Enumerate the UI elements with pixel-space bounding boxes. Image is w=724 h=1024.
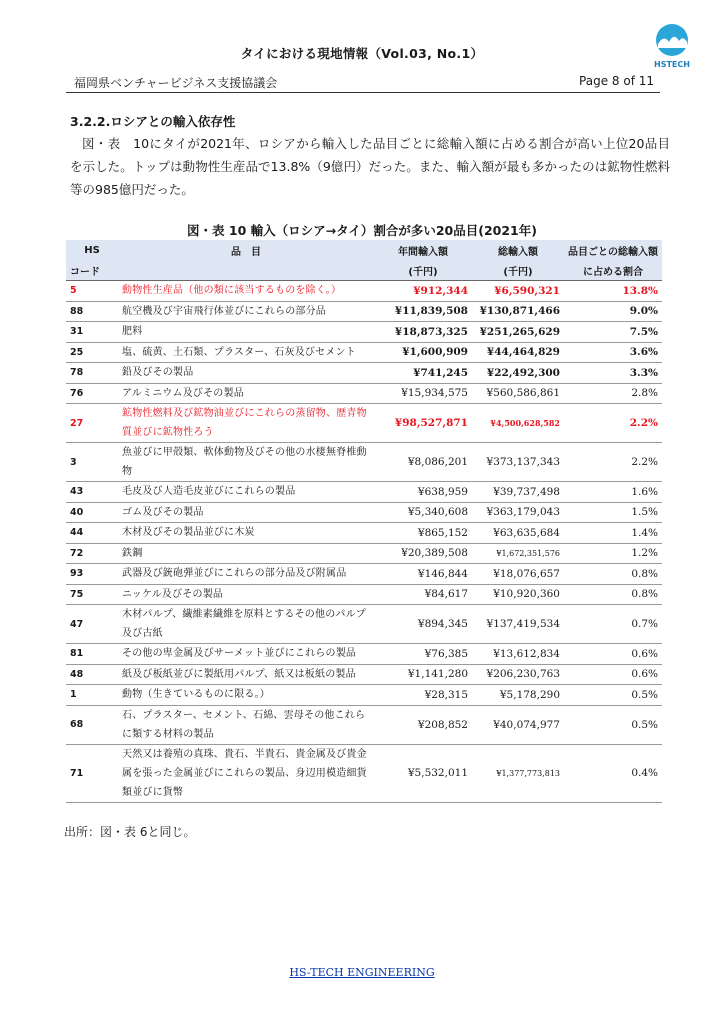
import-share: 0.8% — [564, 564, 662, 585]
header-item-empty — [118, 260, 374, 281]
hs-code: 72 — [66, 543, 118, 564]
item-name: 塩、硫黄、土石類、プラスター、石灰及びセメント — [118, 342, 374, 363]
table-row — [66, 523, 662, 544]
hs-code: 43 — [66, 482, 118, 503]
annual-import: ¥894,345 — [374, 605, 472, 644]
import-share: 9.0% — [564, 301, 662, 322]
annual-import: ¥15,934,575 — [374, 383, 472, 404]
item-name: 動物（生きているものに限る。） — [118, 685, 374, 706]
annual-import: ¥741,245 — [374, 363, 472, 384]
total-import: ¥44,464,829 — [472, 342, 564, 363]
import-table — [66, 240, 662, 803]
header-share-1: 品目ごとの総輸入額 — [564, 240, 662, 260]
annual-import: ¥18,873,325 — [374, 322, 472, 343]
import-share: 1.2% — [564, 543, 662, 564]
import-share: 0.6% — [564, 644, 662, 665]
annual-import: ¥146,844 — [374, 564, 472, 585]
item-name: アルミニウム及びその製品 — [118, 383, 374, 404]
import-share: 1.5% — [564, 502, 662, 523]
total-import: ¥206,230,763 — [472, 664, 564, 685]
logo-text: HSTECH — [654, 60, 690, 69]
item-name: 肥料 — [118, 322, 374, 343]
table-source-note: 出所：図・表 6と同じ。 — [64, 825, 196, 839]
item-name: 鉛及びその製品 — [118, 363, 374, 384]
header-total-1: 総輸入額 — [472, 240, 564, 260]
table-row — [66, 383, 662, 404]
table-row — [66, 584, 662, 605]
document-title: タイにおける現地情報（Vol.03, No.1） — [240, 46, 484, 61]
table-row — [66, 301, 662, 322]
header-divider — [66, 92, 660, 93]
table-row — [66, 322, 662, 343]
header-item: 品 目 — [118, 240, 374, 260]
total-import: ¥63,635,684 — [472, 523, 564, 544]
total-import: ¥40,074,977 — [472, 705, 564, 744]
import-share: 0.5% — [564, 685, 662, 706]
import-share: 0.6% — [564, 664, 662, 685]
annual-import: ¥1,141,280 — [374, 664, 472, 685]
total-import: ¥130,871,466 — [472, 301, 564, 322]
total-import: ¥6,590,321 — [472, 281, 564, 302]
import-share: 7.5% — [564, 322, 662, 343]
import-share: 0.4% — [564, 744, 662, 802]
hs-code: 25 — [66, 342, 118, 363]
item-name: その他の卑金属及びサーメット並びにこれらの製品 — [118, 644, 374, 665]
table-row — [66, 482, 662, 503]
import-share: 2.8% — [564, 383, 662, 404]
table-row — [66, 363, 662, 384]
item-name: 木材及びその製品並びに木炭 — [118, 523, 374, 544]
hs-code: 40 — [66, 502, 118, 523]
total-import: ¥1,377,773,813 — [472, 744, 564, 802]
page-number: Page 8 of 11 — [579, 74, 654, 88]
total-import: ¥13,612,834 — [472, 644, 564, 665]
item-name: 毛皮及び人造毛皮並びにこれらの製品 — [118, 482, 374, 503]
annual-import: ¥638,959 — [374, 482, 472, 503]
item-name: 鉄鋼 — [118, 543, 374, 564]
header-annual-1: 年間輸入額 — [374, 240, 472, 260]
total-import: ¥560,586,861 — [472, 383, 564, 404]
hs-code: 88 — [66, 301, 118, 322]
annual-import: ¥76,385 — [374, 644, 472, 665]
footer-company-link[interactable]: HS-TECH ENGINEERING — [289, 966, 435, 979]
annual-import: ¥28,315 — [374, 685, 472, 706]
table-row — [66, 744, 662, 802]
hs-code: 93 — [66, 564, 118, 585]
import-share: 0.7% — [564, 605, 662, 644]
annual-import: ¥84,617 — [374, 584, 472, 605]
annual-import: ¥5,532,011 — [374, 744, 472, 802]
annual-import: ¥865,152 — [374, 523, 472, 544]
annual-import: ¥11,839,508 — [374, 301, 472, 322]
table-row — [66, 543, 662, 564]
import-share: 13.8% — [564, 281, 662, 302]
annual-import: ¥1,600,909 — [374, 342, 472, 363]
total-import: ¥10,920,360 — [472, 584, 564, 605]
hs-code: 5 — [66, 281, 118, 302]
section-paragraph: 図・表 10にタイが2021年、ロシアから輸入した品目ごとに総輸入額に占める割合が高い上位20品目を示した。トップは動物性生産品で13.8%（9億円）だった。また、輸入額が最も多かったのは鉱物性燃料等の985億円だった。 — [70, 136, 670, 197]
item-name: 鉱物性燃料及び鉱物油並びにこれらの蒸留物、歴青物質並びに鉱物性ろう — [118, 404, 374, 443]
total-import: ¥39,737,498 — [472, 482, 564, 503]
annual-import: ¥98,527,871 — [374, 404, 472, 443]
header-share-2: に占める割合 — [564, 260, 662, 281]
annual-import: ¥20,389,508 — [374, 543, 472, 564]
table-row — [66, 443, 662, 482]
header-code-2: コード — [66, 260, 118, 281]
total-import: ¥22,492,300 — [472, 363, 564, 384]
item-name: ニッケル及びその製品 — [118, 584, 374, 605]
total-import: ¥373,137,343 — [472, 443, 564, 482]
item-name: ゴム及びその製品 — [118, 502, 374, 523]
table-row — [66, 705, 662, 744]
import-share: 0.8% — [564, 584, 662, 605]
hs-code: 47 — [66, 605, 118, 644]
header-total-2: (千円) — [472, 260, 564, 281]
hs-code: 31 — [66, 322, 118, 343]
import-share: 1.4% — [564, 523, 662, 544]
annual-import: ¥208,852 — [374, 705, 472, 744]
item-name: 武器及び銃砲弾並びにこれらの部分品及び附属品 — [118, 564, 374, 585]
table-row — [66, 564, 662, 585]
hs-code: 76 — [66, 383, 118, 404]
item-name: 木材パルプ、繊維素繊維を原料とするその他のパルプ及び古紙 — [118, 605, 374, 644]
hs-code: 81 — [66, 644, 118, 665]
hs-code: 3 — [66, 443, 118, 482]
import-share: 3.3% — [564, 363, 662, 384]
annual-import: ¥912,344 — [374, 281, 472, 302]
item-name: 魚並びに甲殻類、軟体動物及びその他の水棲無脊椎動物 — [118, 443, 374, 482]
import-share: 1.6% — [564, 482, 662, 503]
hstech-logo — [652, 22, 692, 70]
item-name: 航空機及び宇宙飛行体並びにこれらの部分品 — [118, 301, 374, 322]
hs-code: 68 — [66, 705, 118, 744]
table-row — [66, 281, 662, 302]
import-share: 3.6% — [564, 342, 662, 363]
hs-code: 27 — [66, 404, 118, 443]
hs-code: 71 — [66, 744, 118, 802]
table-row — [66, 664, 662, 685]
total-import: ¥4,500,628,582 — [472, 404, 564, 443]
import-share: 2.2% — [564, 443, 662, 482]
hs-code: 48 — [66, 664, 118, 685]
total-import: ¥1,672,351,576 — [472, 543, 564, 564]
total-import: ¥363,179,043 — [472, 502, 564, 523]
total-import: ¥251,265,629 — [472, 322, 564, 343]
organization-name: 福岡県ベンチャービジネス支援協議会 — [74, 76, 278, 90]
table-row — [66, 644, 662, 665]
annual-import: ¥5,340,608 — [374, 502, 472, 523]
header-annual-2: (千円) — [374, 260, 472, 281]
hs-code: 78 — [66, 363, 118, 384]
import-share: 2.2% — [564, 404, 662, 443]
hs-code: 44 — [66, 523, 118, 544]
header-code-1: HS — [66, 240, 118, 260]
hs-code: 1 — [66, 685, 118, 706]
total-import: ¥137,419,534 — [472, 605, 564, 644]
table-row — [66, 685, 662, 706]
annual-import: ¥8,086,201 — [374, 443, 472, 482]
total-import: ¥18,076,657 — [472, 564, 564, 585]
table-row — [66, 502, 662, 523]
hs-code: 75 — [66, 584, 118, 605]
figure-title: 図・表 10 輸入（ロシア→タイ）割合が多い20品目(2021年) — [187, 223, 537, 238]
item-name: 天然又は養殖の真珠、貴石、半貴石、貴金属及び貴金属を張った金属並びにこれらの製品、身辺用模造細貨類並びに貨幣 — [118, 744, 374, 802]
total-import: ¥5,178,290 — [472, 685, 564, 706]
table-row — [66, 404, 662, 443]
item-name: 石、プラスター、セメント、石綿、雲母その他これらに類する材料の製品 — [118, 705, 374, 744]
item-name: 紙及び板紙並びに製紙用パルプ、紙又は板紙の製品 — [118, 664, 374, 685]
section-heading: 3.2.2.ロシアとの輸入依存性 — [70, 114, 236, 129]
item-name: 動物性生産品（他の類に該当するものを除く。） — [118, 281, 374, 302]
table-row — [66, 342, 662, 363]
table-row — [66, 605, 662, 644]
import-share: 0.5% — [564, 705, 662, 744]
